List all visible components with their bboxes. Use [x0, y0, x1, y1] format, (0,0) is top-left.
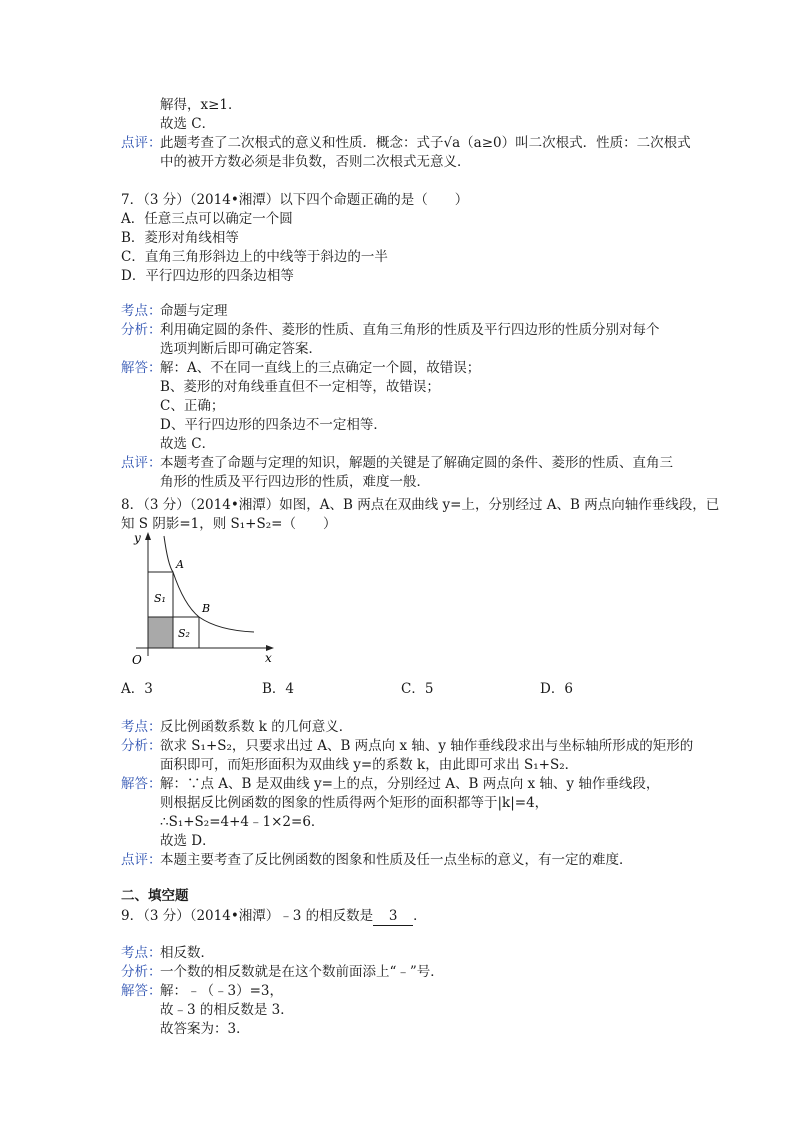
kaodian-label: 考点：	[121, 303, 162, 319]
point-a-label: A	[176, 558, 184, 571]
s1-label: S₁	[154, 592, 166, 605]
fenxi-text: 欲求 S₁+S₂，只要求出过 A、B 两点向 x 轴、y 轴作垂线段求出与坐标轴所形成的矩形的	[160, 738, 694, 754]
jieda-label: 解答：	[121, 983, 162, 999]
jieda-label: 解答：	[121, 360, 162, 376]
kaodian-label: 考点：	[121, 945, 162, 961]
q8-option-c	[401, 680, 433, 698]
jieda-line: ∴S₁+S₂=4+4﹣1×2=6．	[160, 814, 325, 830]
q9-stem-end: ．	[413, 908, 427, 924]
option-value: 6	[564, 681, 573, 697]
option-value: 3	[144, 681, 153, 697]
fenxi-text: 利用确定圆的条件、菱形的性质、直角三角形的性质及平行四边形的性质分别对每个	[160, 322, 660, 338]
q7-option-d: D．平行四边形的四条边相等	[121, 268, 294, 284]
kaodian-label: 考点：	[121, 719, 162, 735]
option-value: 5	[424, 681, 434, 697]
jieda-line: 故选 C．	[160, 436, 216, 452]
fenxi-text-2: 面积即可，而矩形面积为双曲线 y=的系数 k，由此即可求出 S₁+S₂．	[160, 757, 579, 773]
fenxi-label: 分析：	[121, 964, 162, 980]
q9-stem-text: 9．（3 分）（2014•湘潭）﹣3 的相反数是	[121, 908, 374, 924]
review-text: 此题考查了二次根式的意义和性质．概念：式子√a（a≥0）叫二次根式．性质：二次根式	[160, 135, 691, 151]
point-b-label: B	[202, 602, 211, 615]
kaodian-text: 反比例函数系数 k 的几何意义．	[160, 719, 353, 735]
fenxi-label: 分析：	[121, 322, 162, 338]
dianping-text: 本题主要考查了反比例函数的图象和性质及任一点坐标的意义，有一定的难度．	[160, 852, 633, 868]
s2-label: S₂	[178, 627, 190, 640]
jieda-line: 则根据反比例函数的图象的性质得两个矩形的面积都等于|k|=4，	[160, 795, 549, 811]
section-title: 二、填空题	[121, 888, 189, 904]
q9-stem	[121, 907, 427, 926]
q8-stem: 8．（3 分）（2014•湘潭）如图，A、B 两点在双曲线 y=上，分别经过 A、B 两点向轴作垂线段，已	[121, 497, 720, 513]
q8-option-d	[540, 680, 573, 698]
answer-blank: 3	[373, 907, 413, 926]
review-label: 点评：	[121, 135, 162, 151]
q8-option-b	[262, 680, 294, 698]
fenxi-text-2: 选项判断后即可确定答案．	[160, 341, 322, 357]
q8-figure	[112, 528, 282, 668]
review-text-2: 中的被开方数必须是非负数，否则二次根式无意义．	[160, 154, 471, 170]
hyperbola-curve	[164, 536, 254, 632]
origin-label: O	[132, 653, 142, 667]
jieda-line: 故选 D．	[160, 833, 216, 849]
option-letter: B．	[262, 681, 286, 697]
prev-solution-line: 解得，x≥1．	[160, 97, 242, 113]
dianping-text-2: 角形的性质及平行四边形的性质，难度一般．	[160, 474, 430, 490]
jieda-line: 解：A、不在同一直线上的三点确定一个圆，故错误；	[160, 360, 481, 376]
jieda-line: 故答案为：3．	[160, 1021, 250, 1037]
jieda-line: B、菱形的对角线垂直但不一定相等，故错误；	[160, 379, 440, 395]
kaodian-text: 命题与定理	[160, 303, 228, 319]
shaded-region	[148, 617, 173, 648]
option-value: 4	[285, 681, 295, 697]
q7-stem: 7．（3 分）（2014•湘潭）以下四个命题正确的是（ ）	[121, 192, 469, 208]
dianping-label: 点评：	[121, 852, 162, 868]
q8-stem-2: 知 S 阴影=1，则 S₁+S₂=（ ）	[121, 516, 337, 532]
option-letter: D．	[540, 681, 565, 697]
q7-option-a: A．任意三点可以确定一个圆	[121, 211, 293, 227]
y-axis-arrow-icon	[145, 532, 151, 540]
x-axis-label: x	[265, 651, 272, 665]
jieda-line: D、平行四边形的四条边不一定相等．	[160, 417, 387, 433]
dianping-label: 点评：	[121, 455, 162, 471]
q7-option-b: B．菱形对角线相等	[121, 230, 239, 246]
q7-option-c: C．直角三角形斜边上的中线等于斜边的一半	[121, 249, 388, 265]
kaodian-text: 相反数．	[160, 945, 214, 961]
jieda-line: 解：∵点 A、B 是双曲线 y=上的点，分别经过 A、B 两点向 x 轴、y 轴作垂线段，	[160, 776, 660, 792]
jieda-line: 解：﹣（﹣3）=3，	[160, 983, 283, 999]
jieda-line: 故﹣3 的相反数是 3．	[160, 1002, 294, 1018]
option-letter: A．	[121, 681, 145, 697]
option-letter: C．	[401, 681, 425, 697]
fenxi-text: 一个数的相反数就是在这个数前面添上“﹣”号．	[160, 964, 444, 980]
jieda-line: C、正确；	[160, 398, 225, 414]
dianping-text: 本题考查了命题与定理的知识，解题的关键是了解确定圆的条件、菱形的性质、直角三	[160, 455, 673, 471]
fenxi-label: 分析：	[121, 738, 162, 754]
y-axis-label: y	[134, 531, 141, 545]
prev-answer-line: 故选 C．	[160, 116, 216, 132]
q8-option-a	[121, 680, 153, 698]
jieda-label: 解答：	[121, 776, 162, 792]
